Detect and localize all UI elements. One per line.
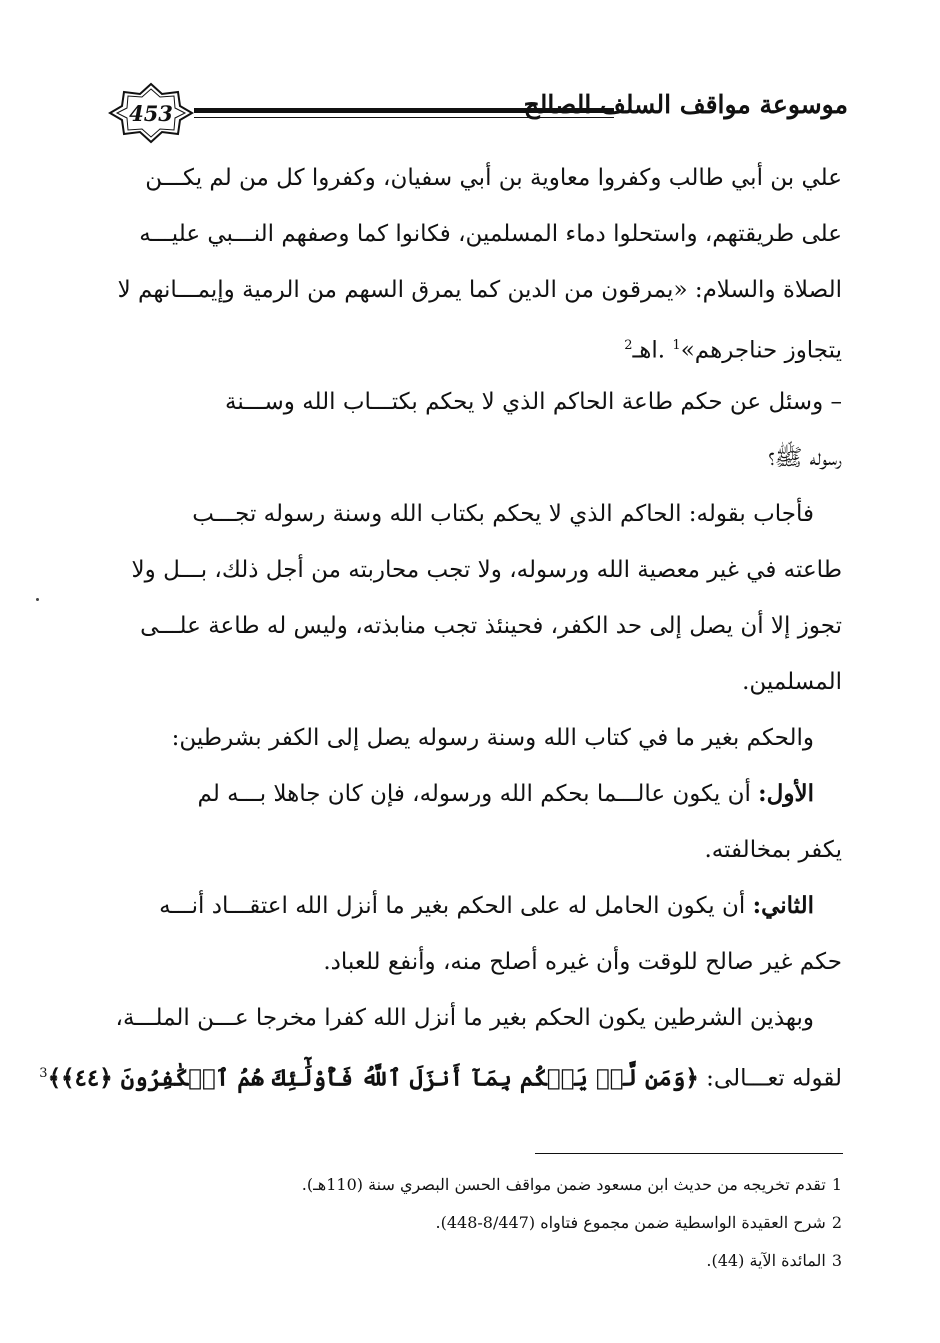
series-title: موسوعة مواقف السلف الصالح: [523, 90, 848, 119]
footnotes: [114, 1166, 842, 1280]
condition-first-label: الأول:: [758, 780, 814, 807]
text-line-with-refs: [114, 318, 842, 374]
scan-speck: [36, 598, 39, 601]
condition-second-label: الثاني:: [752, 892, 814, 919]
text-line: المسلمين.: [742, 669, 842, 695]
hadith-end: يتجاوز حناجرهم»: [680, 337, 842, 364]
text-line: فأجاب بقوله: الحاكم الذي لا يحكم بكتاب الله وسنة رسوله تجـــب: [192, 501, 814, 527]
page-header: [108, 72, 848, 152]
text-line: – وسئل عن حكم طاعة الحاكم الذي لا يحكم بكتـــاب الله وســـنة: [225, 389, 842, 415]
footnote-number: 3: [831, 1251, 842, 1270]
footnote-3: [114, 1242, 842, 1280]
text-line: تجوز إلا أن يصل إلى حد الكفر، فحينئذ تجب منابذته، وليس له طاعة علـــى: [140, 613, 842, 639]
footnote-separator: [535, 1153, 843, 1154]
footnote-text: المائدة الآية (44).: [706, 1251, 826, 1270]
condition-first-line: [114, 766, 842, 822]
page-number-badge: [108, 82, 194, 144]
page-number: 453: [129, 100, 173, 126]
text-line: طاعته في غير معصية الله ورسوله، ولا تجب محاربته من أجل ذلك، بـــل ولا: [131, 557, 842, 583]
verse-line: [39, 1046, 842, 1102]
condition-second-text: أن يكون الحامل له على الحكم بغير ما أنزل الله اعتقـــاد أنـــه: [159, 893, 746, 919]
text-line: يكفر بمخالفته.: [704, 837, 842, 863]
verse-intro: لقوله تعـــالى:: [706, 1065, 842, 1092]
footnote-text: تقدم تخريجه من حديث ابن مسعود ضمن مواقف الحسن البصري سنة (110هـ).: [301, 1175, 826, 1194]
quote-end-marker: .اهـ: [632, 337, 666, 364]
text-line: رسوله ﷺ؟: [768, 445, 842, 471]
footnote-number: 2: [831, 1213, 842, 1232]
text-line: الصلاة والسلام: «يمرقون من الدين كما يمرق السهم من الرمية وإيمـــانهم لا: [117, 277, 842, 303]
footnote-ref-2: 2: [624, 338, 633, 353]
quran-verse: ﴿وَمَن لَّمۡ يَحۡكُم بِمَآ أَنزَلَ ٱللَّهُ فَأُوْلَٰٓئِكَ هُمُ ٱلۡكَٰفِرُونَ ﴿٤٤﴾﴾: [47, 1064, 699, 1092]
footnote-ref-1: 1: [672, 338, 681, 353]
text-line: علي بن أبي طالب وكفروا معاوية بن أبي سفيان، وكفروا كل من لم يكـــن: [145, 165, 842, 191]
footnote-2: [114, 1204, 842, 1242]
text-line: والحكم بغير ما في كتاب الله وسنة رسوله يصل إلى الكفر بشرطين:: [171, 725, 814, 751]
footnote-number: 1: [831, 1175, 842, 1194]
main-text: [39, 150, 842, 1102]
condition-first-text: أن يكون عالـــما بحكم الله ورسوله، فإن كان جاهلا بـــه لم: [197, 781, 751, 807]
footnote-1: [114, 1166, 842, 1204]
text-line: وبهذين الشرطين يكون الحكم بغير ما أنزل الله كفرا مخرجا عـــن الملـــة،: [115, 1005, 814, 1031]
text-line: على طريقتهم، واستحلوا دماء المسلمين، فكانوا كما وصفهم النـــبي عليـــه: [139, 221, 842, 247]
condition-second-line: [114, 878, 842, 934]
footnote-text: شرح العقيدة الواسطية ضمن مجموع فتاواه (8/447-448).: [435, 1213, 826, 1232]
footnote-ref-3: 3: [39, 1066, 48, 1081]
text-line: حكم غير صالح للوقت وأن غيره أصلح منه، وأنفع للعباد.: [323, 949, 842, 975]
